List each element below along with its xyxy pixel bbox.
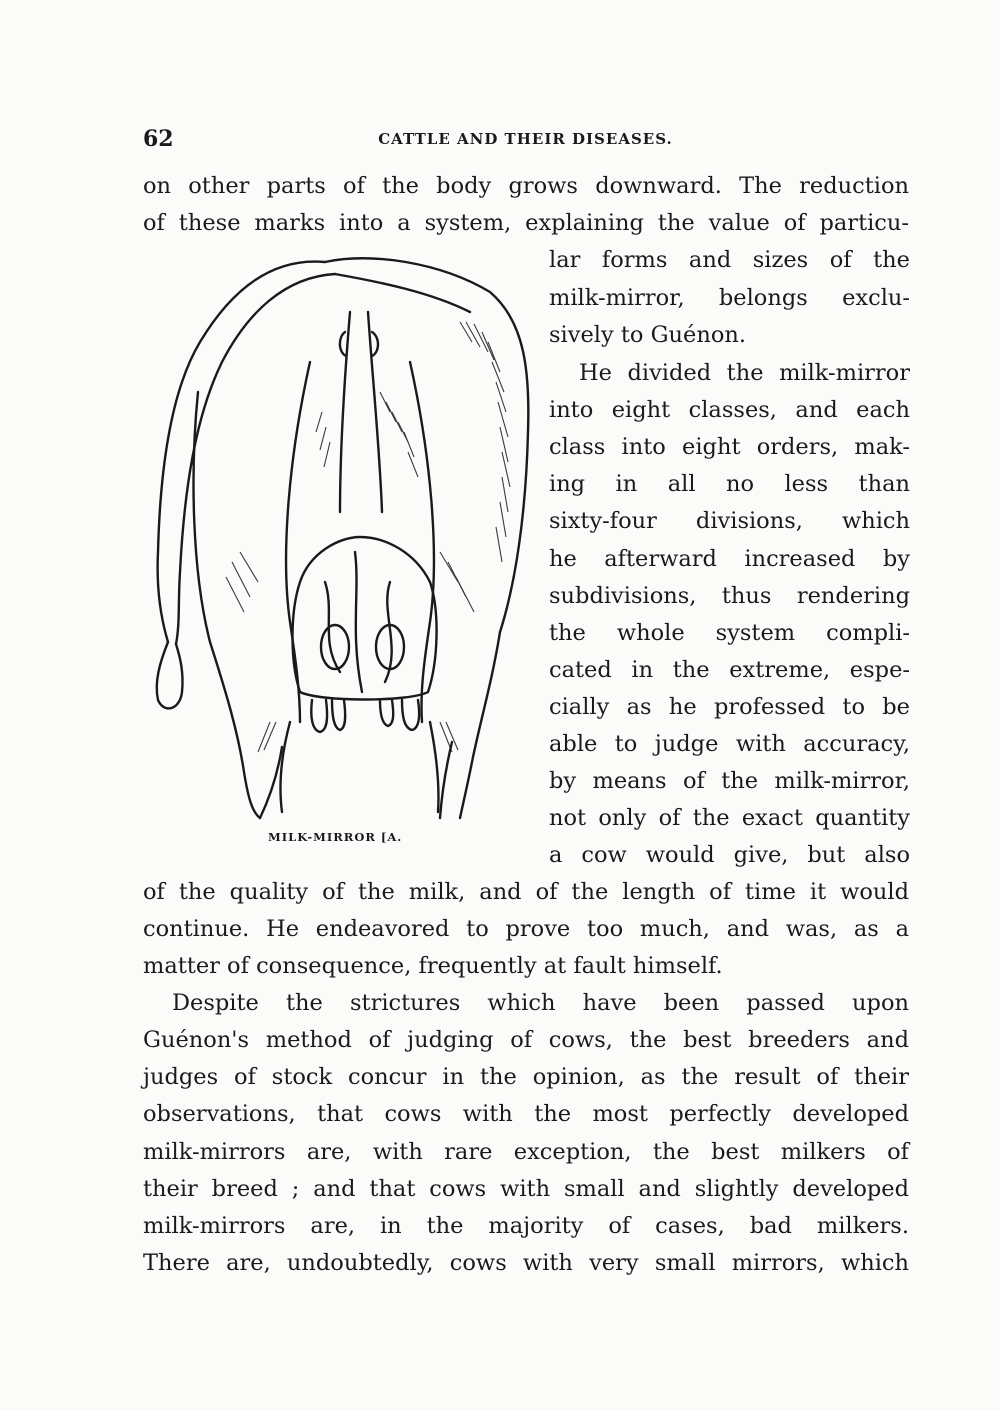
text-line: subdivisions, thus rendering [549, 583, 910, 609]
text-line: observations, that cows with the most perfectly developed [143, 1101, 909, 1127]
text-line: continue. He endeavored to prove too much, and was, as a [143, 916, 909, 942]
text-line: a cow would give, but also [549, 842, 910, 868]
text-line: Despite the strictures which have been passed upon [172, 990, 909, 1016]
figure-caption: MILK-MIRROR [A. [268, 830, 403, 844]
text-line: cially as he professed to be [549, 694, 910, 720]
text-line: the whole system compli- [549, 620, 910, 646]
text-line: cated in the extreme, espe- [549, 657, 910, 683]
text-line: ing in all no less than [549, 471, 910, 497]
text-line: sixty-four divisions, which [549, 508, 910, 534]
cow-rear-view-engraving-icon [140, 252, 535, 820]
text-line: on other parts of the body grows downward. The reduction [143, 173, 909, 199]
text-line: milk-mirror, belongs exclu- [549, 285, 910, 311]
text-line: class into eight orders, mak- [549, 434, 910, 460]
text-line: lar forms and sizes of the [549, 247, 910, 273]
text-line: he afterward increased by [549, 546, 910, 572]
text-line: milk-mirrors are, with rare exception, the best milkers of [143, 1139, 909, 1165]
text-line: matter of consequence, frequently at fault himself. [143, 953, 723, 979]
text-line: judges of stock concur in the opinion, as the result of their [143, 1064, 909, 1090]
text-line: of the quality of the milk, and of the length of time it would [143, 879, 909, 905]
running-head: CATTLE AND THEIR DISEASES. [378, 130, 673, 148]
text-line: milk-mirrors are, in the majority of cases, bad milkers. [143, 1213, 909, 1239]
text-line: There are, undoubtedly, cows with very small mirrors, which [143, 1250, 909, 1276]
text-line: He divided the milk-mirror [579, 360, 910, 386]
text-line: able to judge with accuracy, [549, 731, 910, 757]
page-header [143, 126, 908, 156]
text-line: not only of the exact quantity [549, 805, 910, 831]
text-line: of these marks into a system, explaining the value of particu- [143, 210, 909, 236]
page-number: 62 [143, 126, 174, 152]
text-line: into eight classes, and each [549, 397, 910, 423]
text-line: sively to Guénon. [549, 322, 747, 348]
text-line: Guénon's method of judging of cows, the best breeders and [143, 1027, 909, 1053]
text-line: their breed ; and that cows with small and slightly developed [143, 1176, 909, 1202]
text-line: by means of the milk-mirror, [549, 768, 910, 794]
